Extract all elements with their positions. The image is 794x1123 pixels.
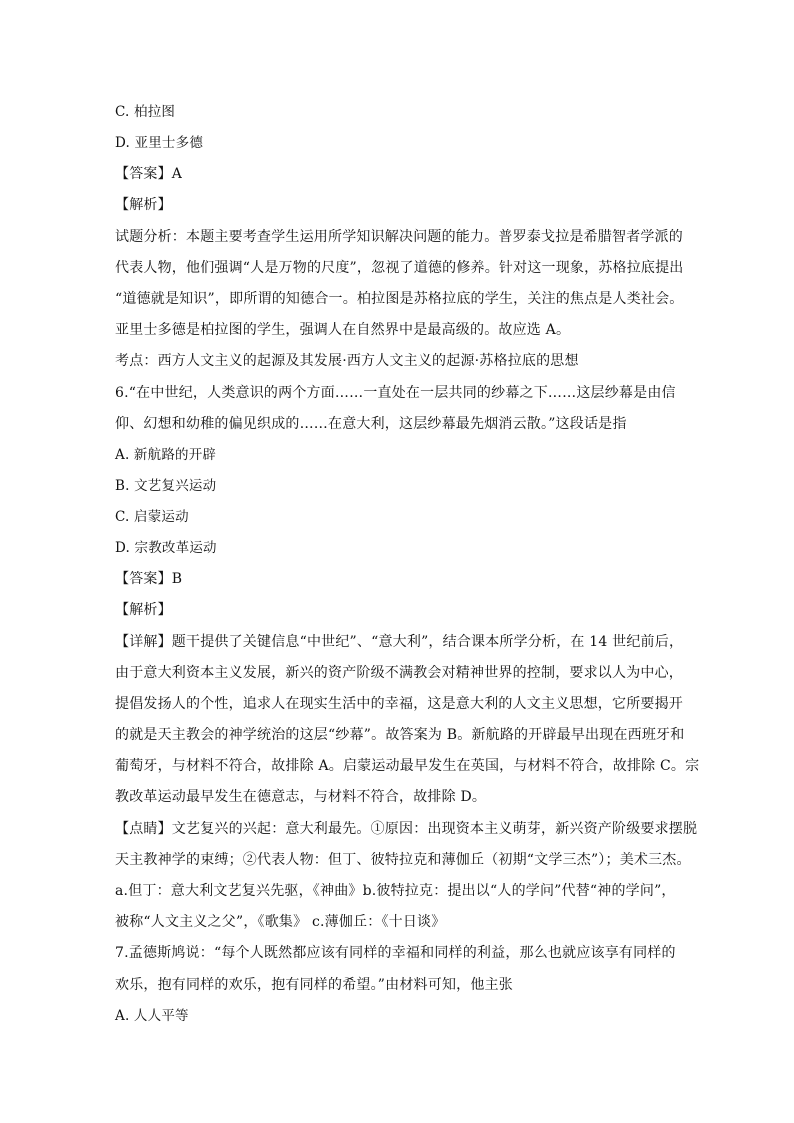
q7-stem-line: 欢乐，抱有同样的欢乐，抱有同样的希望。”由材料可知，他主张 xyxy=(115,977,513,993)
q5-answer: 【答案】A xyxy=(115,166,183,182)
q6-detail-line: 的就是天主教会的神学统治的这层“纱幕”。故答案为 B。新航路的开辟最早出现在西班牙和 xyxy=(115,727,685,743)
q6-detail-line: 由于意大利资本主义发展，新兴的资产阶级不满教会对精神世界的控制，要求以人为中心， xyxy=(115,665,683,681)
q6-detail-line: 葡萄牙，与材料不符合，故排除 A。启蒙运动最早发生在英国，与材料不符合，故排除 C。宗 xyxy=(115,758,700,774)
q5-analysis-line: “道德就是知识”，即所谓的知德合一。柏拉图是苏格拉底的学生，关注的焦点是人类社会。 xyxy=(115,291,684,307)
q6-option-c: C. 启蒙运动 xyxy=(115,509,189,525)
q6-analysis-heading: 【解析】 xyxy=(115,602,172,618)
q6-detail-line: 教改革运动最早发生在德意志，与材料不符合，故排除 D。 xyxy=(115,789,487,805)
q6-stem-line: 6.“在中世纪，人类意识的两个方面……一直处在一层共同的纱幕之下……这层纱幕是由信 xyxy=(115,385,676,401)
q5-analysis-line: 试题分析：本题主要考查学生运用所学知识解决问题的能力。普罗泰戈拉是希腊智者学派的 xyxy=(115,229,683,245)
q7-stem-line: 7.孟德斯鸠说：“每个人既然都应该有同样的幸福和同样的利益，那么也就应该享有同样的 xyxy=(115,945,676,961)
q7-option-a: A. 人人平等 xyxy=(115,1008,189,1024)
q6-dianjing-line: 【点睛】文艺复兴的兴起：意大利最先。①原因：出现资本主义萌芽，新兴资产阶级要求摆脱 xyxy=(115,821,698,837)
q6-option-a: A. 新航路的开辟 xyxy=(115,447,217,463)
q6-option-d: D. 宗教改革运动 xyxy=(115,540,217,556)
q5-option-c: C. 柏拉图 xyxy=(115,104,176,120)
q6-answer: 【答案】B xyxy=(115,571,183,587)
q5-analysis-line: 代表人物，他们强调“人是万物的尺度”，忽视了道德的修养。针对这一现象，苏格拉底提出 xyxy=(115,260,684,276)
q6-stem-line: 仰、幻想和幼稚的偏见织成的……在意大利，这层纱幕最先烟消云散。”这段话是指 xyxy=(115,416,627,432)
q5-analysis-line: 亚里士多德是柏拉图的学生，强调人在自然界中是最高级的。故应选 A。 xyxy=(115,322,571,338)
q5-option-d: D. 亚里士多德 xyxy=(115,135,204,151)
q6-detail-line: 提倡发扬人的个性，追求人在现实生活中的幸福，这是意大利的人文主义思想，它所要揭开 xyxy=(115,696,683,712)
q6-dianjing-line: 天主教神学的束缚；②代表人物：但丁、彼特拉克和薄伽丘（初期“文学三杰”）；美术三杰。 xyxy=(115,852,691,868)
q6-option-b: B. 文艺复兴运动 xyxy=(115,478,217,494)
q5-kaodian: 考点：西方人文主义的起源及其发展·西方人文主义的起源·苏格拉底的思想 xyxy=(115,353,579,369)
q6-dianjing-line: a.但丁：意大利文艺复兴先驱，《神曲》b.彼特拉克：提出以“人的学问”代替“神的学问”， xyxy=(115,883,676,899)
q6-dianjing-line: 被称“人文主义之父”，《歌集》 c.薄伽丘：《十日谈》 xyxy=(115,914,446,930)
q6-detail-line: 【详解】题干提供了关键信息“中世纪”、“意大利”，结合课本所学分析，在 14 世纪前后， xyxy=(115,634,684,650)
q5-analysis-heading: 【解析】 xyxy=(115,197,172,213)
